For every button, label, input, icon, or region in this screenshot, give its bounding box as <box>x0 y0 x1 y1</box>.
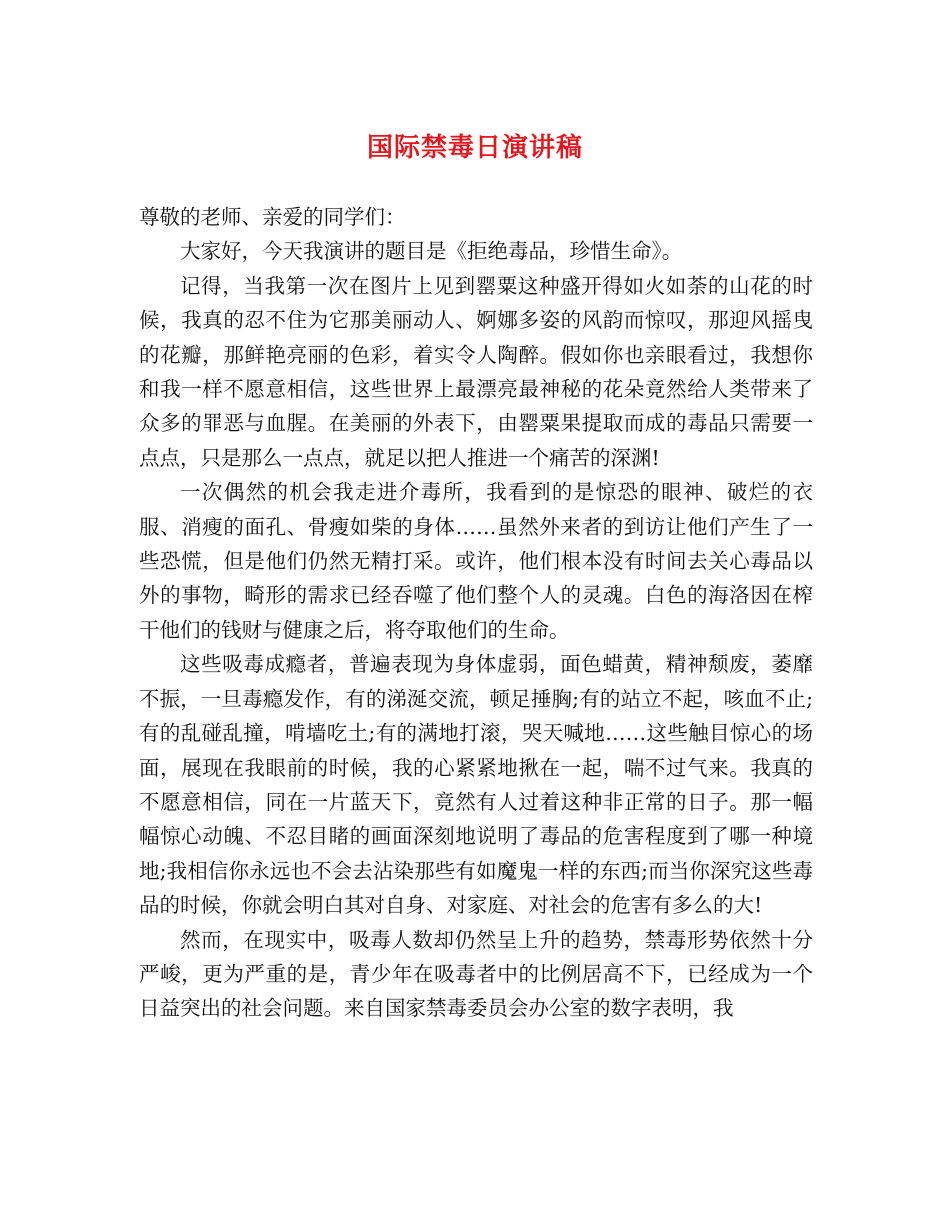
paragraph-poppy: 记得，当我第一次在图片上见到罂粟这种盛开得如火如荼的山花的时候，我真的忍不住为它那美丽动人、婀娜多姿的风韵而惊叹，那迎风摇曳的花瓣，那鲜艳亮丽的色彩，着实令人陶醉。假如你也亲眼看过，我想你和我一样不愿意相信，这些世界上最漂亮最神秘的花朵竟然给人类带来了众多的罪恶与血腥。在美丽的外表下，由罂粟果提取而成的毒品只需要一点点，只是那么一点点，就足以把人推进一个痛苦的深渊! <box>139 273 813 470</box>
paragraph-addicts: 这些吸毒成瘾者，普遍表现为身体虚弱，面色蜡黄，精神颓废，萎靡不振，一旦毒瘾发作，有的涕涎交流，顿足捶胸;有的站立不起，咳血不止;有的乱碰乱撞，啃墙吃土;有的满地打滚，哭天喊地……这些触目惊心的场面，展现在我眼前的时候，我的心紧紧地揪在一起，喘不过气来。我真的不愿意相信，同在一片蓝天下，竟然有人过着这种非正常的日子。那一幅幅惊心动魄、不忍目睹的画面深刻地说明了毒品的危害程度到了哪一种境地;我相信你永远也不会去沾染那些有如魔鬼一样的东西;而当你深究这些毒品的时候，你就会明白其对自身、对家庭、对社会的危害有多么的大! <box>139 652 813 918</box>
document-title: 国际禁毒日演讲稿 <box>366 133 583 163</box>
salutation: 尊敬的老师、亲爱的同学们： <box>139 205 406 229</box>
paragraph-rehab-visit: 一次偶然的机会我走进介毒所，我看到的是惊恐的眼神、破烂的衣服、消瘦的面孔、骨瘦如柴的身体……虽然外来者的到访让他们产生了一些恐慌，但是他们仍然无精打采。或许，他们根本没有时间去关心毒品以外的事物，畸形的需求已经吞噬了他们整个人的灵魂。白色的海洛因在榨干他们的钱财与健康之后，将夺取他们的生命。 <box>139 480 813 642</box>
document-body <box>139 200 813 1026</box>
paragraph-reality: 然而，在现实中，吸毒人数却仍然呈上升的趋势，禁毒形势依然十分严峻，更为严重的是，青少年在吸毒者中的比例居高不下，已经成为一个日益突出的社会问题。来自国家禁毒委员会办公室的数字表明，我 <box>139 927 813 1021</box>
paragraph-greeting: 大家好，今天我演讲的题目是《拒绝毒品，珍惜生命》。 <box>180 239 683 264</box>
